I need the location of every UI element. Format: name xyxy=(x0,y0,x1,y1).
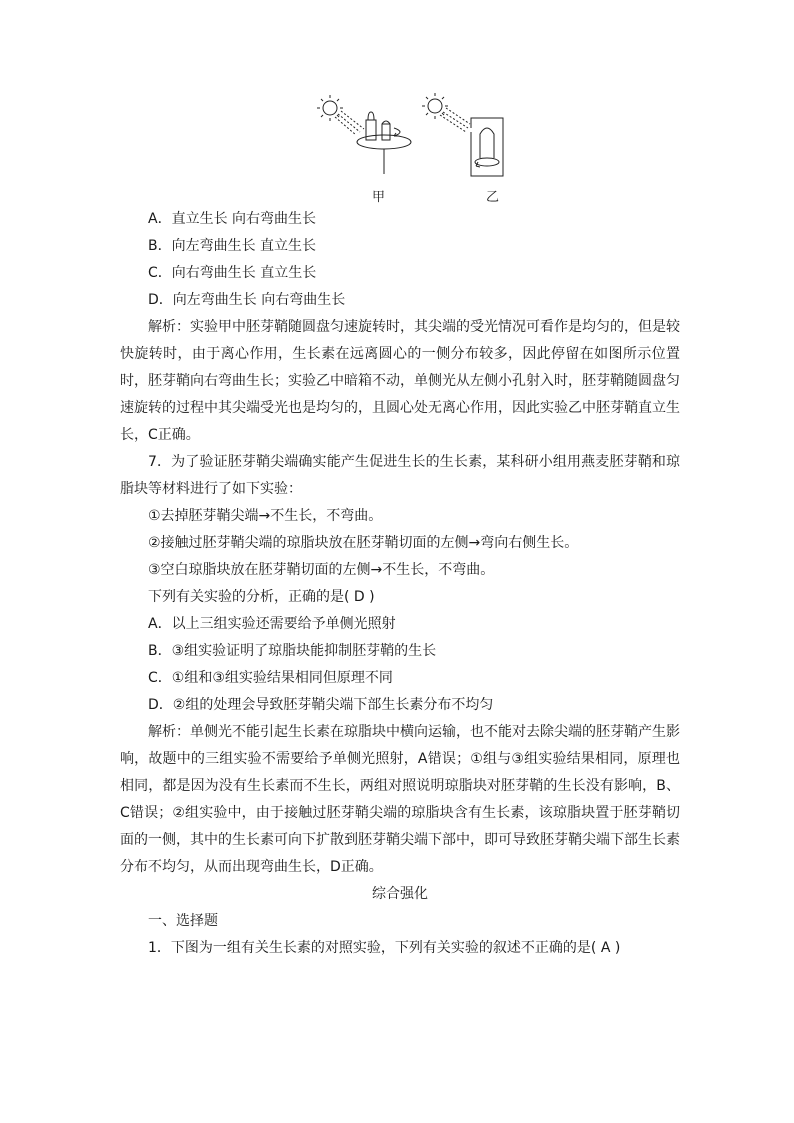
q7-option-d: D．②组的处理会导致胚芽鞘尖端下部生长素分布不均匀 xyxy=(148,697,494,713)
q6-analysis: 解析：实验甲中胚芽鞘随圆盘匀速旋转时，其尖端的受光情况可看作是均匀的，但是较快旋转时，由于离心作用，生长素在远离圆心的一侧分布较多，因此停留在如图所示位置时，胚芽鞘向右弯曲生长；实验乙中暗箱不动，单侧光从左侧小孔射入时，胚芽鞘随圆盘匀速旋转的过程中其尖端受光也是均匀的，且圆心处无离心作用，因此实验乙中胚芽鞘直立生长，C正确。 xyxy=(120,319,680,443)
subsection-title: 一、选择题 xyxy=(148,913,218,929)
sun-icon-right xyxy=(422,93,448,119)
q1-stem: 1．下图为一组有关生长素的对照实验，下列有关实验的叙述不正确的是( A ) xyxy=(148,940,621,956)
document-body xyxy=(120,206,680,962)
experiment-diagram xyxy=(310,92,530,187)
q7-option-a: A．以上三组实验还需要给予单侧光照射 xyxy=(148,616,396,632)
q6-option-d: D．向左弯曲生长 向右弯曲生长 xyxy=(148,292,346,308)
q7-step-1: ①去掉胚芽鞘尖端→不生长，不弯曲。 xyxy=(148,508,383,524)
figure-label-jia: 甲 xyxy=(372,190,386,205)
light-rays-left xyxy=(335,111,364,135)
sun-icon-left xyxy=(317,95,343,121)
q7-stem: 7．为了验证胚芽鞘尖端确实能产生促进生长的生长素，某科研小组用燕麦胚芽鞘和琼脂块等材料进行了如下实验： xyxy=(120,454,680,497)
q6-option-b: B．向左弯曲生长 直立生长 xyxy=(148,238,317,254)
figure-label-yi: 乙 xyxy=(486,190,500,205)
light-rays-right xyxy=(440,108,470,132)
q6-option-c: C．向右弯曲生长 直立生长 xyxy=(148,265,317,281)
dark-box-yi xyxy=(471,118,503,176)
turntable-jia xyxy=(357,112,411,174)
q7-option-c: C．①组和③组实验结果相同但原理不同 xyxy=(148,670,393,686)
experiment-figure xyxy=(310,92,530,204)
q7-analysis: 解析：单侧光不能引起生长素在琼脂块中横向运输，也不能对去除尖端的胚芽鞘产生影响，故题中的三组实验不需要给予单侧光照射，A错误；①组与③组实验结果相同，原理也相同，都是因为没有生长素而不生长，两组对照说明琼脂块对胚芽鞘的生长没有影响，B、C错误；②组实验中，由于接触过胚芽鞘尖端的琼脂块含有生长素，该琼脂块置于胚芽鞘切面的一侧，其中的生长素可向下扩散到胚芽鞘尖端下部中，即可导致胚芽鞘尖端下部生长素分布不均匀，从而出现弯曲生长，D正确。 xyxy=(120,724,680,875)
q6-option-a: A．直立生长 向右弯曲生长 xyxy=(148,211,317,227)
q7-step-2: ②接触过胚芽鞘尖端的琼脂块放在胚芽鞘切面的左侧→弯向右侧生长。 xyxy=(148,535,579,551)
section-title: 综合强化 xyxy=(372,886,428,902)
q7-question: 下列有关实验的分析，正确的是( D ) xyxy=(148,589,375,605)
q7-option-b: B．③组实验证明了琼脂块能抑制胚芽鞘的生长 xyxy=(148,643,437,659)
q7-step-3: ③空白琼脂块放在胚芽鞘切面的左侧→不生长，不弯曲。 xyxy=(148,562,495,578)
